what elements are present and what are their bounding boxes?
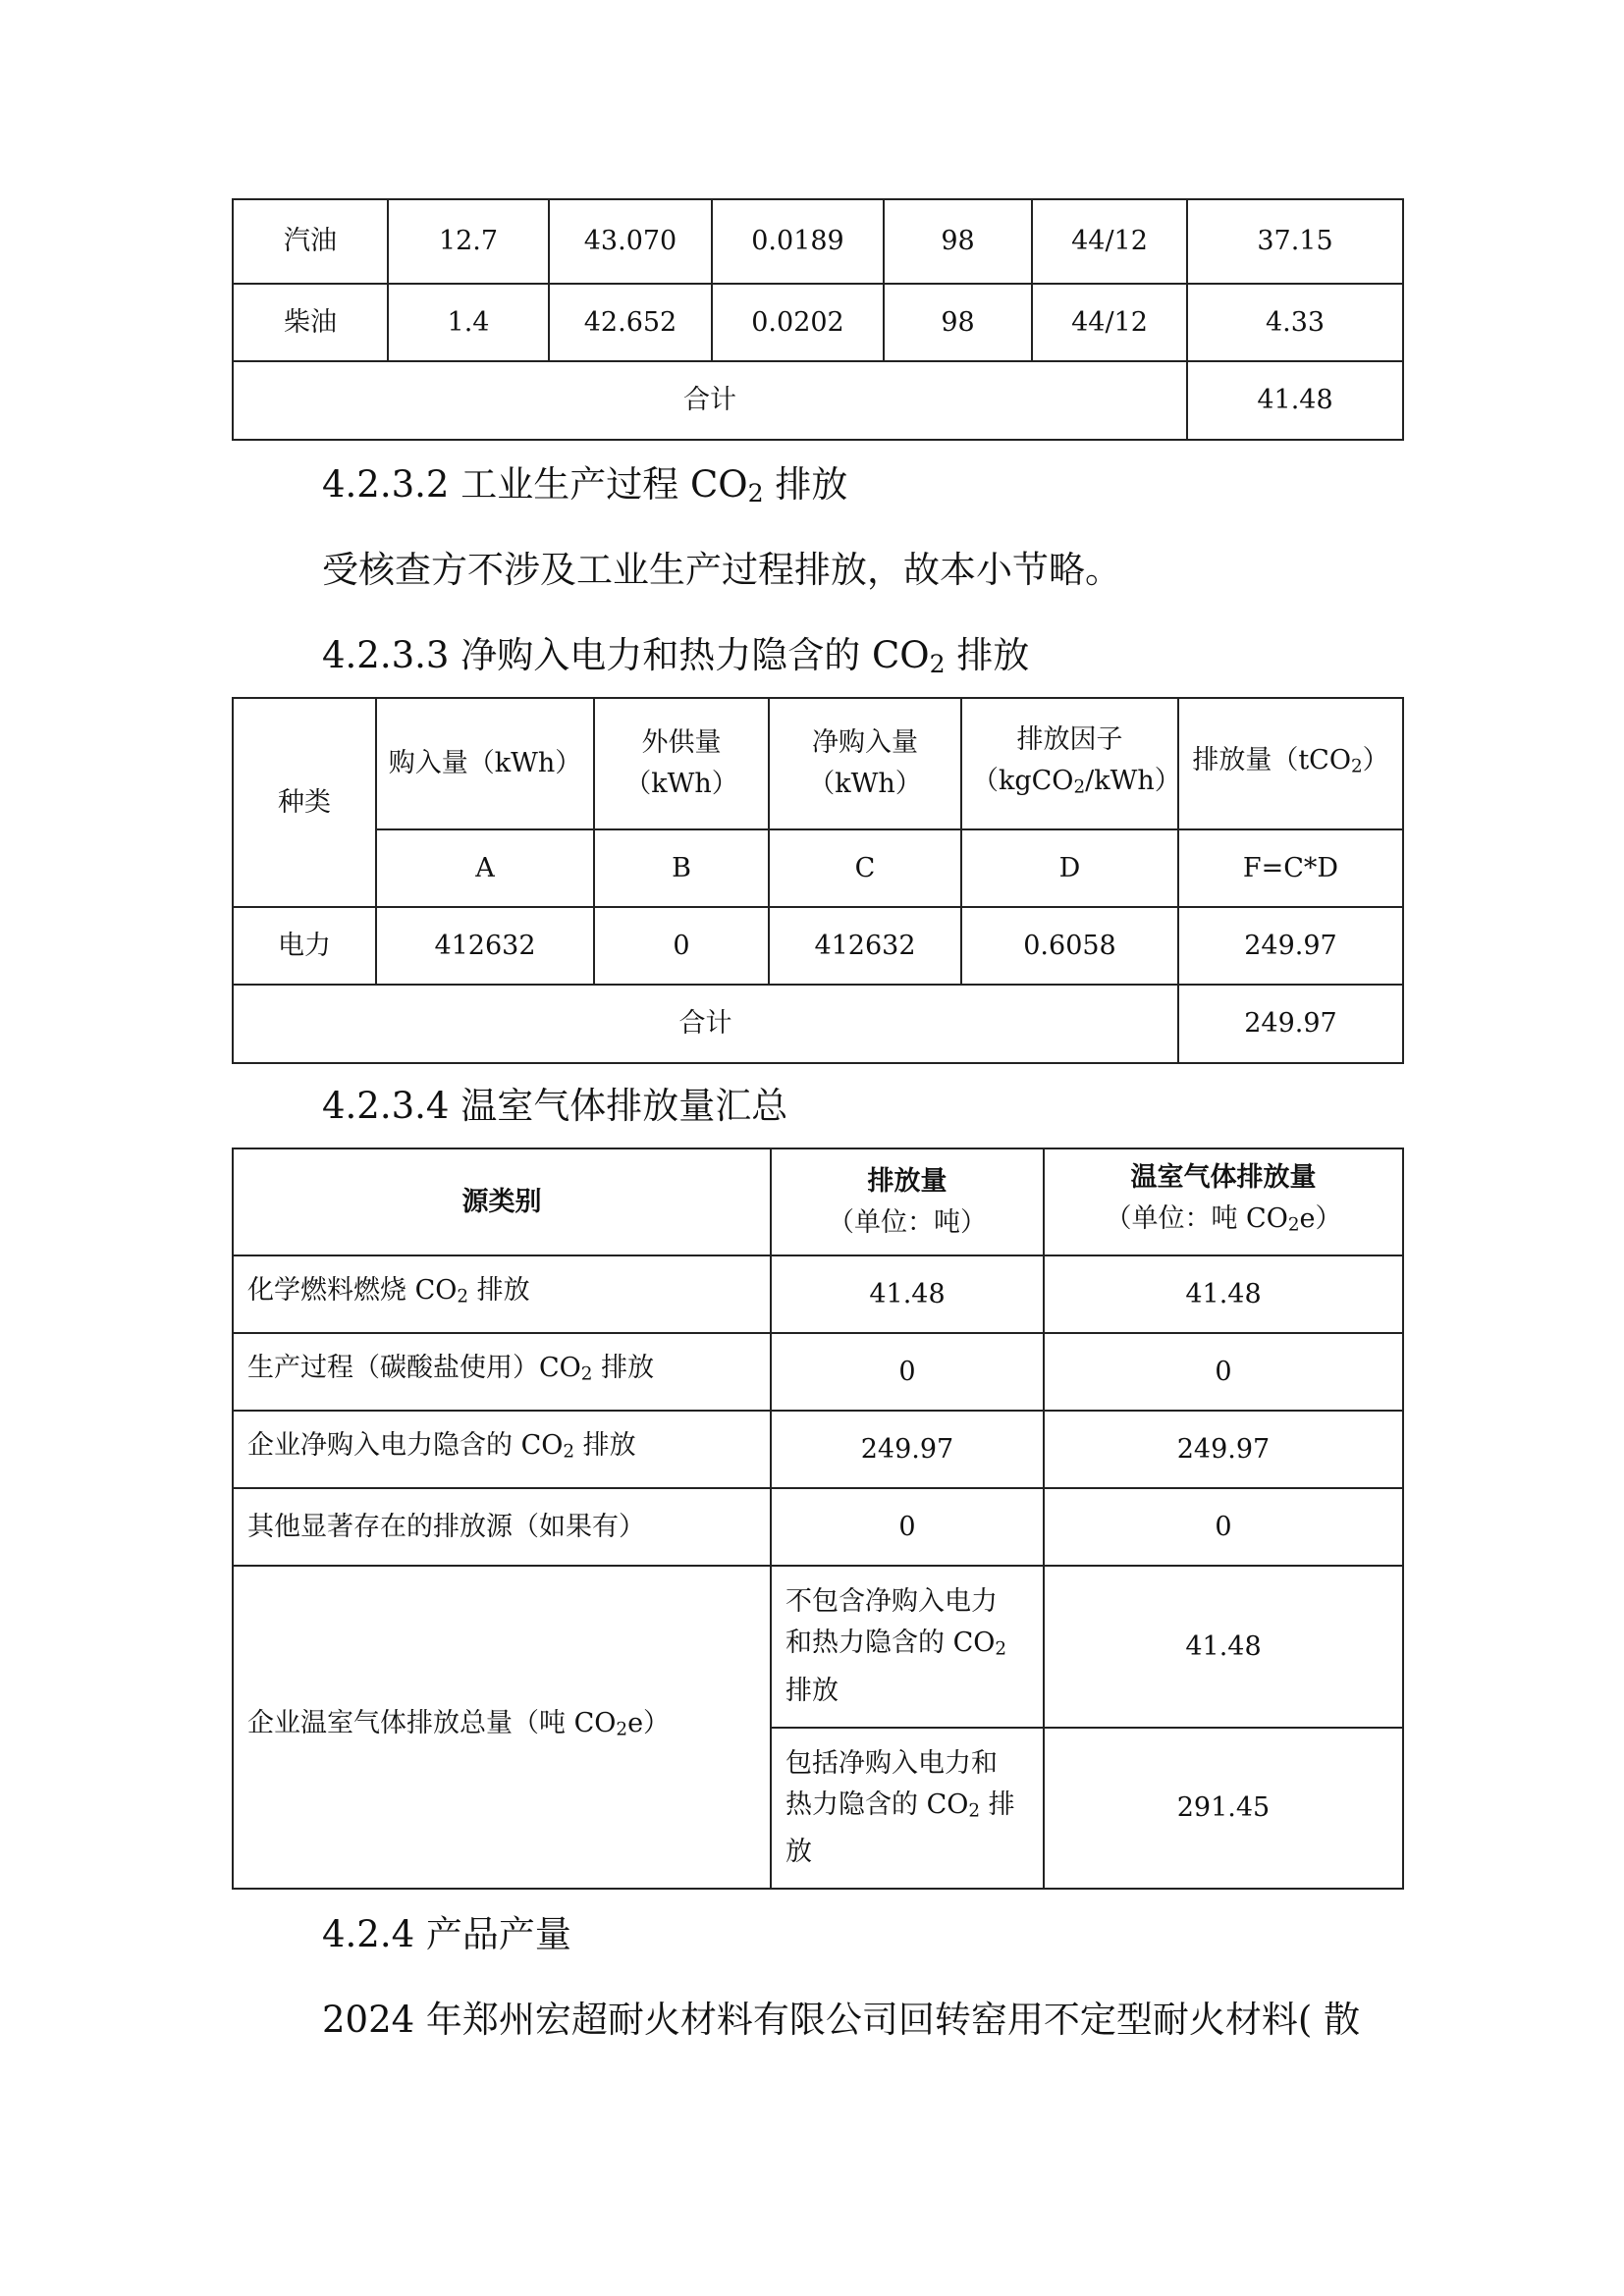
header-row <box>233 1148 1403 1255</box>
emission-value: 0 <box>771 1488 1044 1566</box>
header-text: 购入量（kWh） <box>388 748 582 778</box>
col-f-header <box>1178 698 1403 829</box>
fuel-value: 44/12 <box>1032 284 1187 361</box>
total-value: 41.48 <box>1187 361 1403 440</box>
header-text: ） <box>1362 744 1389 775</box>
column-letter: C <box>769 829 961 907</box>
header-text: （kgCO <box>972 765 1074 796</box>
total-row <box>233 985 1403 1063</box>
excl-label <box>771 1566 1044 1728</box>
fuel-value: 42.652 <box>549 284 712 361</box>
cell-value: 0.6058 <box>961 907 1178 985</box>
fuel-value: 12.7 <box>388 199 549 284</box>
paragraph: 受核查方不涉及工业生产过程排放，故本小节略。 <box>322 549 1121 591</box>
heading-text: 4.2.3.3 净购入电力和热力隐含的 CO <box>322 634 930 676</box>
total-row <box>233 361 1403 440</box>
cell-value: 249.97 <box>1178 907 1403 985</box>
fuel-value: 44/12 <box>1032 199 1187 284</box>
table-row <box>233 1255 1403 1333</box>
subscript: 2 <box>457 1286 469 1308</box>
label-text: 放 <box>785 1837 812 1868</box>
header-text: 排放量 <box>867 1165 947 1197</box>
fuel-value: 0.0189 <box>712 199 884 284</box>
ghg-summary-table <box>232 1148 1404 1890</box>
total-value: 249.97 <box>1178 985 1403 1063</box>
col-kind-header: 种类 <box>233 698 376 907</box>
subscript: 2 <box>929 650 946 679</box>
label-text: 排 <box>980 1789 1015 1820</box>
column-letter: A <box>376 829 594 907</box>
source-text: 企业温室气体排放总量（吨 CO <box>247 1708 617 1739</box>
source-text: 企业净购入电力隐含的 CO <box>247 1430 564 1462</box>
heading-text: 排放 <box>763 463 848 506</box>
header-unit: （单位：吨） <box>828 1206 987 1238</box>
ghg-value: 41.48 <box>1044 1255 1403 1333</box>
source-text: e） <box>627 1708 671 1739</box>
emission-header <box>771 1148 1044 1255</box>
total-label: 合计 <box>233 985 1178 1063</box>
emission-value: 249.97 <box>771 1411 1044 1488</box>
fuel-emission: 4.33 <box>1187 284 1403 361</box>
label-text: 和热力隐含的 CO <box>785 1628 996 1659</box>
subscript: 2 <box>1073 776 1086 798</box>
col-c-header <box>769 698 961 829</box>
source-header: 源类别 <box>233 1148 771 1255</box>
column-letter: D <box>961 829 1178 907</box>
header-text: 温室气体排放量 <box>1130 1162 1317 1194</box>
source-text: 其他显著存在的排放源（如果有） <box>247 1511 645 1542</box>
cell-value: 412632 <box>769 907 961 985</box>
header-text: （kWh） <box>624 769 738 799</box>
source-name <box>233 1488 771 1566</box>
heading-text: 排放 <box>945 634 1030 676</box>
subscript: 2 <box>1350 756 1363 777</box>
source-name <box>233 1411 771 1488</box>
source-text: 化学燃料燃烧 CO <box>247 1275 458 1307</box>
header-text: /kWh） <box>1085 765 1181 796</box>
incl-label <box>771 1728 1044 1889</box>
cell-value: 412632 <box>376 907 594 985</box>
section-heading-424: 4.2.4 产品产量 <box>322 1913 571 1955</box>
subscript: 2 <box>580 1363 593 1385</box>
table-row <box>233 1411 1403 1488</box>
subscript: 2 <box>747 479 764 508</box>
column-letter: F=C*D <box>1178 829 1403 907</box>
ghg-value: 249.97 <box>1044 1411 1403 1488</box>
subscript: 2 <box>968 1800 981 1822</box>
col-d-header <box>961 698 1181 829</box>
label-text: 热力隐含的 CO <box>785 1789 969 1820</box>
heading-text: 4.2.3.2 工业生产过程 CO <box>322 463 748 506</box>
fuel-value: 1.4 <box>388 284 549 361</box>
section-heading-4234: 4.2.3.4 温室气体排放量汇总 <box>322 1085 788 1127</box>
emission-value: 41.48 <box>771 1255 1044 1333</box>
row-name: 电力 <box>233 907 376 985</box>
header-unit: （单位：吨 CO <box>1105 1203 1288 1235</box>
incl-value: 291.45 <box>1044 1728 1403 1889</box>
fuel-emission: 37.15 <box>1187 199 1403 284</box>
source-text: 排放 <box>592 1353 655 1384</box>
header-text: 排放量（tCO <box>1192 744 1351 775</box>
electricity-table <box>232 697 1404 1064</box>
source-text: 排放 <box>468 1275 530 1307</box>
fuel-value: 0.0202 <box>712 284 884 361</box>
fuel-name: 柴油 <box>233 284 388 361</box>
table-row <box>233 1333 1403 1411</box>
letter-row <box>233 829 1403 907</box>
paragraph: 2024 年郑州宏超耐火材料有限公司回转窑用不定型耐火材料( 散 <box>322 1999 1361 2041</box>
label-text: 不包含净购入电力 <box>785 1586 998 1618</box>
col-b-header <box>594 698 769 829</box>
label-text: 包括净购入电力和 <box>785 1747 998 1779</box>
source-name <box>233 1333 771 1411</box>
ghg-header <box>1044 1148 1403 1255</box>
ghg-value: 0 <box>1044 1488 1403 1566</box>
source-text: 排放 <box>574 1430 636 1462</box>
emission-value: 0 <box>771 1333 1044 1411</box>
table-row <box>233 1566 1403 1728</box>
total-label: 合计 <box>233 361 1187 440</box>
header-unit: e） <box>1299 1203 1342 1235</box>
subscript: 2 <box>616 1719 628 1740</box>
label-text: 排放 <box>785 1675 839 1706</box>
cell-value: 0 <box>594 907 769 985</box>
fuel-name: 汽油 <box>233 199 388 284</box>
column-letter: B <box>594 829 769 907</box>
table-row <box>233 199 1403 284</box>
header-text: 净购入量 <box>812 727 918 758</box>
table-row <box>233 1488 1403 1566</box>
table-row <box>233 907 1403 985</box>
header-row <box>233 698 1403 829</box>
source-name <box>233 1255 771 1333</box>
fuel-value: 98 <box>884 199 1032 284</box>
header-text: 外供量 <box>641 727 722 758</box>
subscript: 2 <box>995 1638 1007 1660</box>
section-heading-4232 <box>322 460 847 518</box>
ghg-value: 0 <box>1044 1333 1403 1411</box>
header-text: （kWh） <box>808 769 922 799</box>
table-row <box>233 284 1403 361</box>
ghg-total-label <box>233 1566 771 1889</box>
section-heading-4233 <box>322 631 1029 689</box>
fuel-value: 43.070 <box>549 199 712 284</box>
header-text: 排放因子 <box>1016 723 1123 755</box>
subscript: 2 <box>1287 1214 1300 1236</box>
col-a-header <box>376 698 594 829</box>
subscript: 2 <box>563 1441 575 1463</box>
fuel-value: 98 <box>884 284 1032 361</box>
excl-value: 41.48 <box>1044 1566 1403 1728</box>
fuel-combustion-table <box>232 198 1404 441</box>
source-text: 生产过程（碳酸盐使用）CO <box>247 1353 581 1384</box>
